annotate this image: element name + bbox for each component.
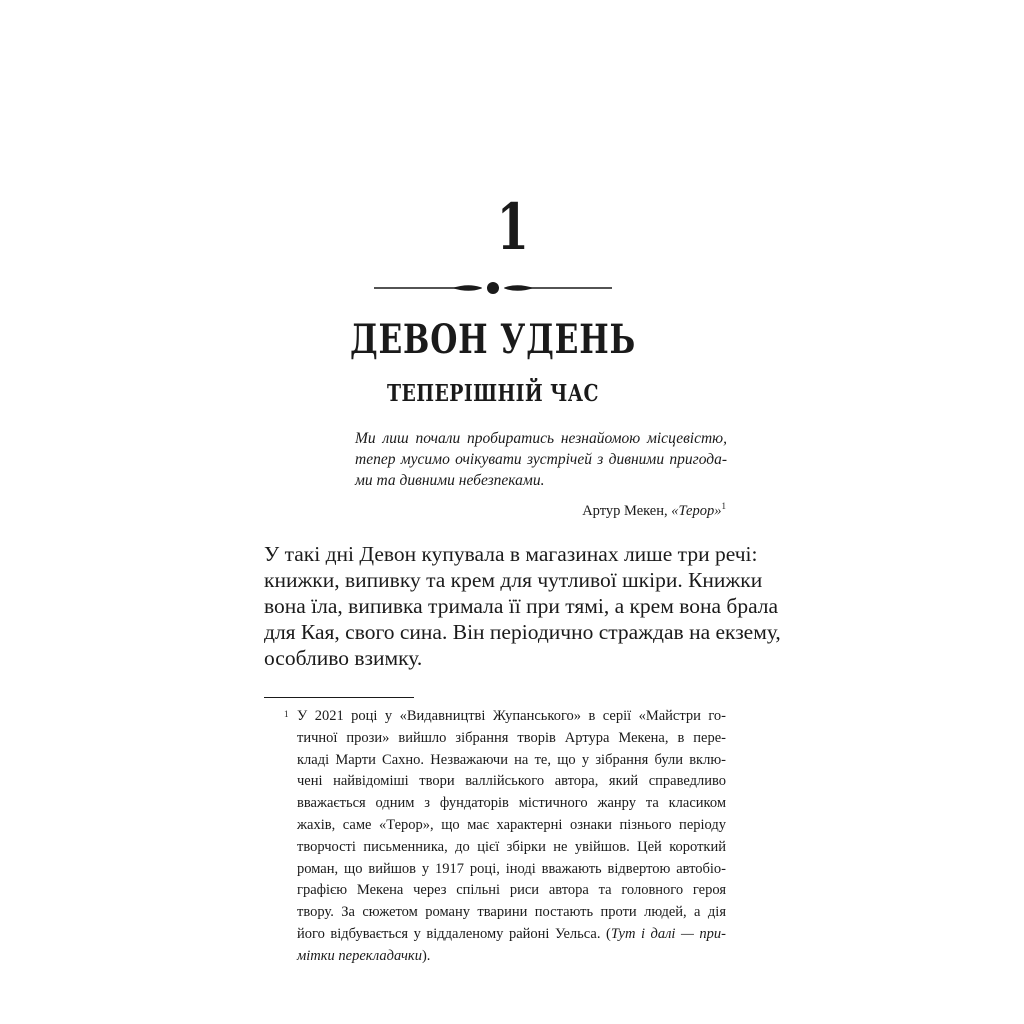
epigraph-line: тепер мусимо очікувати зустрічей з дивними пригода-: [355, 451, 727, 468]
attribution-author: Артур Мекен,: [582, 503, 672, 519]
body-line: вона їла, випивка тримала її при тямі, а крем вона брала: [264, 594, 779, 618]
chapter-subtitle: ТЕПЕРІШНІЙ ЧАС: [387, 380, 599, 407]
footnote-line: графією Мекена через спільні риси автора та головного героя: [297, 882, 726, 899]
body-line: особливо взимку.: [264, 646, 423, 670]
footnote-line: роман, що вийшов у 1917 році, іноді вважають відвертою автобіо-: [297, 860, 726, 877]
body-line: У такі дні Девон купувала в магазинах лише три речі:: [264, 542, 758, 566]
epigraph-line: Ми лиш почали пробиратись незнайомою місцевістю,: [355, 430, 727, 447]
body-line: для Кая, свого сина. Він періодично страждав на екзему,: [264, 620, 781, 644]
footnote-italic-note: Тут і далі — при-: [610, 925, 726, 942]
footnote-line: творчості письменника, до цієї збірки не увійшов. Цей короткий: [297, 838, 726, 855]
footnote-line: тичної прози» вийшло зібрання творів Артура Мекена, в пере-: [297, 729, 726, 746]
body-line: книжки, випивку та крем для чутливої шкіри. Книжки: [264, 568, 763, 592]
footnote-line: кладі Марти Сахно. Незважаючи на те, що у зібрання були вклю-: [297, 751, 726, 768]
chapter-number: 1: [496, 190, 528, 265]
epigraph-line: ми та дивними небезпеками.: [355, 472, 545, 489]
footnote-line: жахів, саме «Терор», що має характерні ознаки пізнього періоду: [297, 816, 726, 833]
footnote-divider: [264, 697, 414, 698]
footnote-line: [297, 946, 726, 968]
footnote-line: вважається одним з фундаторів містичного жанру та класиком: [297, 795, 726, 812]
epigraph-attribution: [582, 496, 726, 521]
attribution-work: «Терор»: [671, 503, 722, 519]
footnote-line: чені найвідоміші твори валлійського автора, який справедливо: [297, 773, 726, 790]
footnote-italic-note-end: мітки перекладачки: [297, 947, 422, 964]
footnote-line: твору. За сюжетом роману тварини постають проти людей, а дія: [297, 904, 726, 921]
footnote: [264, 706, 726, 968]
footnote-reference[interactable]: 1: [721, 501, 726, 511]
footnote-line: У 2021 році у «Видавництві Жупанського» в серії «Майстри го-: [297, 708, 726, 724]
ornament-divider: [372, 278, 614, 298]
chapter-title: ДЕВОН УДЕНЬ: [349, 316, 637, 363]
footnote-close: ).: [421, 947, 431, 964]
footnote-mark: 1: [284, 709, 289, 719]
footnote-line-text: його відбувається у віддаленому районі Уельса. (: [297, 925, 611, 942]
body-paragraph: [264, 541, 781, 671]
epigraph: [355, 428, 727, 491]
footnote-line: [297, 924, 726, 946]
